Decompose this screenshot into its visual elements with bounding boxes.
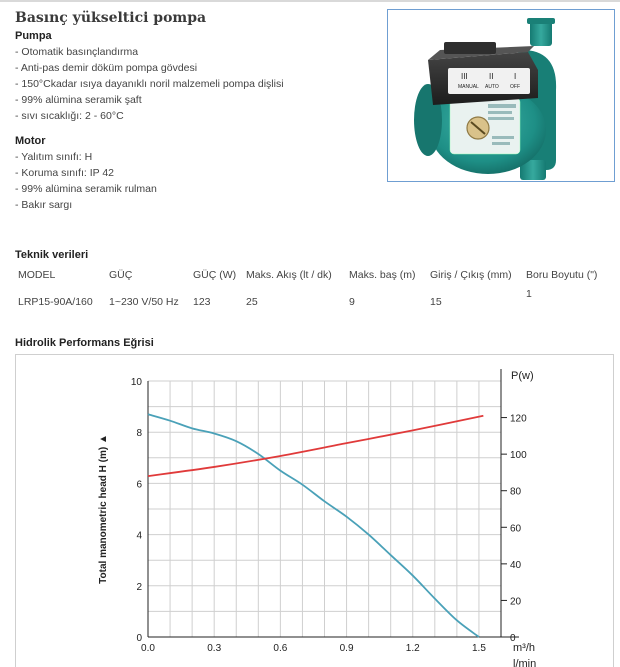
y-tick-label: 0 <box>136 633 142 644</box>
y2-tick-label: 20 <box>510 596 522 608</box>
x-axis-label: m³/h <box>513 642 535 654</box>
table-header: Giriş / Çıkış (mm) <box>430 269 512 281</box>
y2-tick-label: 60 <box>510 523 522 535</box>
performance-chart <box>16 355 614 667</box>
head-curve <box>148 414 479 637</box>
table-cell: 1 <box>526 288 532 300</box>
x-tick-label: 0.3 <box>207 643 222 654</box>
list-item: - Koruma sınıfı: IP 42 <box>15 167 115 179</box>
list-item: - Otomatik basınçlandırma <box>15 46 139 58</box>
y-tick-label: 10 <box>130 377 142 388</box>
list-item: - sıvı sıcaklığı: 2 - 60°C <box>15 110 124 122</box>
list-item: - Yalıtım sınıfı: H <box>15 151 93 163</box>
y-axis-label: Total manometric head H (m) ▲ <box>98 434 109 584</box>
x-tick-label: 0.6 <box>273 643 288 654</box>
y-tick-label: 6 <box>136 479 142 491</box>
table-header: GÜÇ (W) <box>193 269 237 281</box>
table-header: GÜÇ <box>109 269 133 281</box>
y-tick-label: 2 <box>136 581 142 593</box>
x-tick-label: 0.0 <box>141 643 155 654</box>
switch-label: MANUAL <box>458 84 479 90</box>
list-item: - 99% alümina seramik rulman <box>15 183 157 195</box>
list-item: - 99% alümina seramik şaft <box>15 94 142 106</box>
list-item: - 150°Ckadar ısıya dayanıklı noril malzemeli pompa dişlisi <box>15 78 284 90</box>
table-cell: 25 <box>246 296 258 308</box>
list-item: - Bakır sargı <box>15 199 73 211</box>
y2-axis-label: P(w) <box>511 370 534 382</box>
y-tick-label: 4 <box>136 530 142 542</box>
product-photo[interactable] <box>387 9 615 182</box>
top-divider <box>0 0 620 2</box>
svg-text:III: III <box>461 72 468 81</box>
table-cell: 123 <box>193 296 211 308</box>
y-tick-label: 8 <box>136 428 142 440</box>
motor-heading: Motor <box>15 135 46 147</box>
page-title: Basınç yükseltici pompa <box>15 10 207 26</box>
y2-tick-label: 100 <box>510 450 527 462</box>
table-cell: 9 <box>349 296 355 308</box>
table-cell: 1~230 V/50 Hz <box>109 296 179 308</box>
y2-tick-label: 40 <box>510 559 522 571</box>
x-tick-label: 1.2 <box>405 643 420 654</box>
motor-feature-list <box>15 149 157 213</box>
table-header: Maks. Akış (lt / dk) <box>246 269 332 281</box>
y2-tick-label: 80 <box>510 486 522 498</box>
svg-text:I: I <box>514 72 517 81</box>
table-header: Maks. baş (m) <box>349 269 416 281</box>
x-tick-label: 1.5 <box>471 643 486 654</box>
x-tick-label: 0.9 <box>339 643 354 654</box>
tech-heading: Teknik verileri <box>15 249 89 261</box>
pump-heading: Pumpa <box>15 30 52 42</box>
list-item: - Anti-pas demir döküm pompa gövdesi <box>15 62 198 74</box>
switch-label: AUTO <box>485 84 499 90</box>
performance-chart-frame <box>15 354 614 667</box>
chart-heading: Hidrolik Performans Eğrisi <box>15 337 154 349</box>
table-cell: 15 <box>430 296 442 308</box>
pump-feature-list <box>15 44 284 124</box>
table-header: Boru Boyutu (") <box>526 269 598 281</box>
pump-illustration <box>388 10 615 182</box>
y2-tick-label: 120 <box>510 413 527 425</box>
switch-label: OFF <box>510 84 520 90</box>
svg-text:II: II <box>489 72 494 81</box>
table-header: MODEL <box>18 269 56 281</box>
table-cell: LRP15-90A/160 <box>18 296 93 308</box>
y2-tick-label: 0 <box>510 633 516 644</box>
power-curve <box>148 416 483 476</box>
x-axis-label-secondary: l/min <box>513 658 537 667</box>
